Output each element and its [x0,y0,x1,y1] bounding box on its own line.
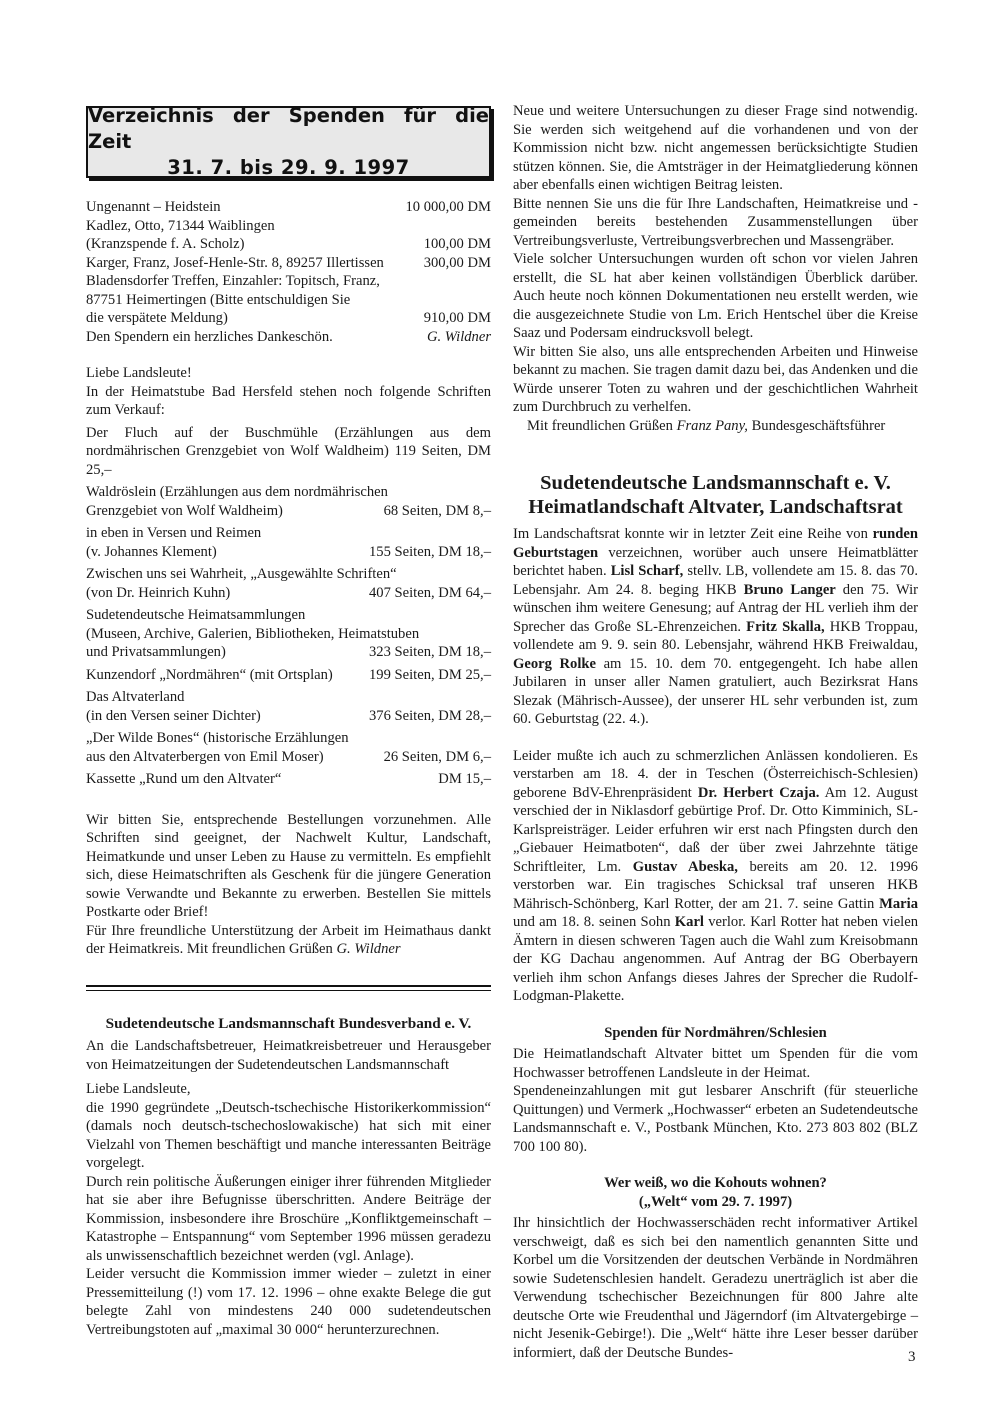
heimatstube-intro: In der Heimatstube Bad Hersfeld stehen noch folgende Schriften zum Verkauf: [86,383,491,418]
bundesverband-paragraph: Viele solcher Untersuchungen wurden oft schon vor vielen Jahren erstellt, die SL hat aber keinen vollständigen Überblick darüber. Auch heute noch können Dokumentationen neu erstellt werden, wie die ausgezeichnete Studie von Lm. Erich Hentschel über die Kreise Saaz und Podersam eindrucksvoll belegt. [513,251,918,341]
altvater-paragraph: Leider mußte ich auch zu schmerzlichen Anlässen kondolieren. Es verstarben am 18. 4. der in Teschen (Österreichisch-Schlesien) geborene BdV-Ehrenpräsident Dr. Herbert Czaja. Am 12. August verschied der in Niklasdorf gebürtige Prof. Dr. Otto Kimminich, SL-Karlspreisträger. Leider erfuhren wir erst nach Pfingsten durch den „Giebauer Heimatboten“, daß der über zwei Jahrzehnte tätige Schriftleiter, Lm. Gustav Abeska, bereits am 20. 12. 1996 verstorben war. Ein tragisches Schicksal traf unseren HKB Mährisch-Schönberg, Karl Rotter, der am 21. 7. seine Gattin Maria und am 18. 8. seinen Sohn Karl verlor. Karl Rotter hat neben vielen Ämtern in diesen schweren Tagen auch die Wahl zum Kreisobmann der KG Dachau angenommen. Auf Antrag der BG Oberbayern verlieh ihm schon Anfangs dieses Jahres der Sprecher die Rudolf-Lodgman-Plakette. [513,747,918,1004]
donations-title: Verzeichnis der Spenden für die Zeit [88,104,489,153]
bundesverband-paragraph: Durch rein politische Äußerungen einiger ihrer führenden Mitglieder hat sie aber ihre Befugnisse überschritten. Andere Beiträge der Kommission, insbesondere ihre Broschüre „Konfliktgemeinschaft – Katastrophe – Entspannung“ vom September 1996 müssen geradezu als unwissenschaftlich bezeichnet werden (vgl. Anlage). [86,1173,491,1264]
donations-title-box [86,106,491,178]
book-item: Der Fluch auf der Buschmühle (Erzählungen aus dem nordmährischen Grenzgebiet von Wolf Waldheim) 119 Seiten, DM 25,– [86,424,491,478]
donation-signature: G. Wildner [426,328,491,345]
spenden-paragraph: Spendeneinzahlungen mit gut lesbarer Anschrift (für steuerliche Quittungen) und Vermerk „Hochwasser“ erbeten an Sudetendeutsche Landsmannschaft e. V., Postbank München, Kto. 273 803 802 (BLZ 700 100 80). [513,1083,918,1155]
donation-entry: 87751 Heimertingen (Bitte entschuldigen Sie [86,291,351,308]
bundesverband-paragraph: Leider versucht die Kommission immer wieder – zuletzt in einer Pressemitteilung (!) vom 17. 12. 1996 – ohne exakte Belege die gut belegte Zahl von mindestens 240 000 sudetendeutschen Vertreibungstoten auf „maximal 30 000“ herunterzurechnen. [86,1266,491,1338]
bundesverband-paragraph: Bitte nennen Sie uns die für Ihre Landschaften, Heimatkreise und -gemeinden bereits bestehenden Zusammenstellungen über Vertreibungsverluste, Vertreibungsverbrechen und Massengräber. [513,195,918,249]
donations-period: 31. 7. bis 29. 9. 1997 [167,156,410,179]
heimatstube-signature: G. Wildner [336,941,401,957]
bundesverband-paragraph: die 1990 gegründete „Deutsch-tschechische Historikerkommission“ (damals noch deutsch-tschechoslowakische) hat sich mit einer Vielzahl von Themen beschäftigt und manche interessanten Beiträge vorgelegt. [86,1099,491,1171]
donation-entry: Ungenannt – Heidstein 10 000,00 DM [86,199,491,215]
spenden-heading: Spenden für Nordmähren/Schlesien [604,1024,827,1041]
book-item: Sudetendeutsche Heimatsammlungen (Museen, Archive, Galerien, Bibliotheken, Heimatstuben und Privatsammlungen) 323 Seiten, DM 18,– [86,607,491,660]
kohouts-paragraph: Ihr hinsichtlich der Hochwasserschäden recht informativer Artikel verschweigt, daß es sich bei den namentlich genannten Sitte und Korbel um die Vorsitzenden der deutschen Verbände in Nordmähren sowie Sudetenschlesien handelt. Geradezu unerträglich ist aber die Verwendung tschechischer Bezeichnungen für 800 Jahre alte deutsche Orte wie Freudenthal und Jägerndorf (im Altvatergebirge – nicht Jesenik-Gebirge!). Die „Welt“ hätte ihre Leser besser darüber informiert, daß der Deutsche Bundes- [513,1215,918,1361]
donation-entry: die verspätete Meldung) 910,00 DM [86,310,491,326]
bundesverband-paragraph: Wir bitten Sie also, uns alle entsprechenden Arbeiten und Hinweise bekannt zu machen. Sie tragen damit dazu bei, das Andenken und die Würde unserer Toten zu wahren und der geschichtlichen Wahrheit zum Durchbruch zu verhelfen. [513,343,918,415]
book-item: in eben in Versen und Reimen (v. Johannes Klement) 155 Seiten, DM 18,– [86,525,491,560]
altvater-paragraph: Im Landschaftsrat konnte wir in letzter Zeit eine Reihe von runden Geburtstagen verzeichnen, worüber auch unsere Heimatblätter berichtet haben. Lisl Scharf, stellv. LB, vollendete am 15. 8. das 70. Lebensjahr. Am 24. 8. beging HKB Bruno Langer den 75. Wir wünschen ihm weitere Genesung; auf Antrag der HL verlieh ihm der Sprecher das Große SL-Ehrenzeichen. Fritz Skalla, HKB Troppau, vollendete am 9. 9. sein 80. Lebensjahr, während HKB Freiwaldau, Georg Rolke am 15. 10. dem 70. entgegengeht. Ich habe allen Jubilaren in unser aller Namen gratuliert, auch Bezirksrat Hans Slezak (Mährisch-Aussee), der unserer HL sehr verbunden ist, zum 60. Geburtstag (22. 4.). [513,526,918,727]
book-item: Das Altvaterland (in den Versen seiner Dichter) 376 Seiten, DM 28,– [86,689,491,724]
bundesverband-address: An die Landschaftsbetreuer, Heimatkreisbetreuer und Herausgeber von Heimatzeitungen der Sudetendeutschen Landsmannschaft [86,1038,491,1073]
heimatstube-greeting: Liebe Landsleute! [86,365,192,381]
bundesverband-greeting: Liebe Landsleute, [86,1081,191,1097]
donation-list [86,198,491,346]
donation-thanks: Den Spendern ein herzliches Dankeschön. G. Wildner [86,328,491,345]
page-number: 3 [908,1349,916,1365]
heimatstube-closing: Wir bitten Sie, entsprechende Bestellungen vorzunehmen. Alle Schriften sind geeignet, der Nachwelt Kultur, Landschaft, Heimatkunde und unser Leben zu Hause zu vermitteln. Es empfiehlt sich, diese Heimatschriften als Geschenk für die jüngere Generation sowie Verwandte und Bekannte zu erwerben. Bestellen Sie mittels Postkarte oder Brief! [86,811,491,920]
bundesverband-paragraph: Neue und weitere Untersuchungen zu dieser Frage sind notwendig. Sie werden sich weitgehend auf die vorhandenen und von der Kommission nicht bzw. nicht angemessen berücksichtigte Studien stützen können. Sie, die Amtsträger in der Heimatgliederung können aber ebenfalls einen wichtigen Beitrag leisten. [513,103,918,193]
book-item: Kassette „Rund um den Altvater“ DM 15,– [86,771,491,787]
book-item: „Der Wilde Bones“ (historische Erzählungen aus den Altvaterbergen von Emil Moser) 26 Seiten, DM 6,– [86,730,491,765]
right-column [513,102,918,1362]
book-item: Zwischen uns sei Wahrheit, „Ausgewählte Schriften“ (von Dr. Heinrich Kuhn) 407 Seiten, DM 64,– [86,566,491,601]
book-item: Waldröslein (Erzählungen aus dem nordmährischen Grenzgebiet von Wolf Waldheim) 68 Seiten, DM 8,– [86,484,491,519]
kohouts-heading: Wer weiß, wo die Kohouts wohnen? („Welt“ vom 29. 7. 1997) [604,1175,827,1210]
bundesverband-heading: Sudetendeutsche Landsmannschaft Bundesverband e. V. [105,1014,472,1032]
bundesverband-closing: Mit freundlichen Grüßen Franz Pany, Bundesgeschäftsführer [527,417,886,434]
donation-entry: Kadlez, Otto, 71344 Waiblingen [86,217,275,234]
section-divider [86,985,491,991]
altvater-heading: Sudetendeutsche Landsmannschaft e. V. Heimatlandschaft Altvater, Landschaftsrat [528,472,903,518]
donation-entry: (Kranzspende f. A. Scholz) 100,00 DM [86,236,491,252]
heimatstube-thanks: Für Ihre freundliche Unterstützung der Arbeit im Heimathaus dankt der Heimatkreis. Mit freundlichen Grüßen G. Wildner [86,922,491,957]
left-column [86,100,491,1339]
donation-entry: Karger, Franz, Josef-Henle-Str. 8, 89257 Illertissen 300,00 DM [86,254,491,271]
bundesverband-signer: Franz Pany, [676,417,748,434]
book-list [86,424,491,789]
spenden-paragraph: Die Heimatlandschaft Altvater bittet um Spenden für die vom Hochwasser betroffenen Landsleute in der Heimat. [513,1046,918,1081]
book-item: Kunzendorf „Nordmähren“ (mit Ortsplan) 199 Seiten, DM 25,– [86,666,491,683]
donation-entry: Bladensdorfer Treffen, Einzahler: Topitsch, Franz, [86,273,380,289]
